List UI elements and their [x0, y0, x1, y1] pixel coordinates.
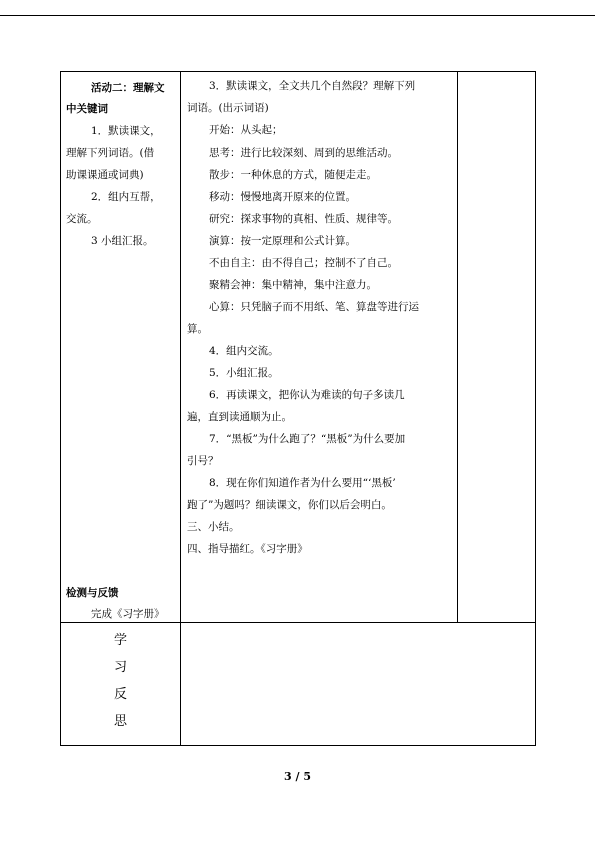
- reflection-char: 思: [114, 714, 128, 729]
- procedure-line: 4．组内交流。: [209, 345, 279, 357]
- procedure-line: 算。: [187, 323, 208, 335]
- procedure-cell: [181, 72, 457, 622]
- activity-item: 2．组内互帮，: [91, 191, 161, 203]
- notes-cell: [458, 72, 535, 622]
- procedure-line: 聚精会神：集中精神，集中注意力。: [209, 279, 377, 291]
- activity-item: 助课课通或词典): [66, 169, 144, 181]
- procedure-line: 3．默读课文，全文共几个自然段？理解下列: [209, 80, 416, 92]
- reflection-content-cell: [181, 623, 535, 745]
- reflection-char: 反: [114, 687, 128, 702]
- activity-heading-line1: 活动二：理解文: [91, 82, 165, 94]
- activity-cell: [61, 72, 180, 622]
- reflection-char: 学: [114, 633, 128, 648]
- feedback-text: 完成《习字册》: [91, 608, 165, 620]
- procedure-line: 词语。(出示词语): [187, 102, 269, 114]
- procedure-line: 7．“黑板”为什么跑了？“黑板”为什么要加: [209, 433, 406, 445]
- reflection-char: 习: [114, 660, 128, 675]
- header-rule: [0, 15, 595, 16]
- procedure-line: 散步：一种休息的方式，随便走走。: [209, 169, 377, 181]
- procedure-line: 移动：慢慢地离开原来的位置。: [209, 191, 356, 203]
- table-right-border: [535, 71, 536, 746]
- procedure-line: 6．再读课文，把你认为难读的句子多读几: [209, 389, 405, 401]
- activity-heading-line2: 中关键词: [66, 103, 108, 115]
- procedure-line: 不由自主：由不得自己；控制不了自己。: [209, 257, 398, 269]
- procedure-line: 心算：只凭脑子而不用纸、笔、算盘等进行运: [209, 301, 419, 313]
- procedure-line: 演算：按一定原理和公式计算。: [209, 235, 356, 247]
- activity-item: 1．默读课文，: [91, 125, 161, 137]
- procedure-line: 8．现在你们知道作者为什么要用“‘黑板’: [209, 477, 396, 489]
- procedure-line: 四、指导描红。《习字册》: [187, 543, 308, 555]
- procedure-line: 引号？: [187, 455, 219, 467]
- feedback-title: 检测与反馈: [66, 587, 119, 599]
- procedure-line: 开始：从头起；: [209, 124, 283, 136]
- procedure-line: 研究：探求事物的真相、性质、规律等。: [209, 213, 398, 225]
- activity-item: 交流。: [66, 213, 98, 225]
- procedure-line: 遍，直到读通顺为止。: [187, 411, 292, 423]
- procedure-line: 思考：进行比较深刻、周到的思维活动。: [209, 147, 398, 159]
- procedure-line: 三、小结。: [187, 521, 240, 533]
- reflection-label-cell: [61, 623, 180, 745]
- procedure-line: 5．小组汇报。: [209, 367, 279, 379]
- activity-item: 理解下列词语。(借: [66, 147, 155, 159]
- procedure-line: 跑了”为题吗？细读课文，你们以后会明白。: [187, 499, 392, 511]
- table-bottom-border: [60, 745, 536, 746]
- page-number: 3 / 5: [284, 770, 311, 783]
- activity-item: 3 小组汇报。: [91, 235, 154, 247]
